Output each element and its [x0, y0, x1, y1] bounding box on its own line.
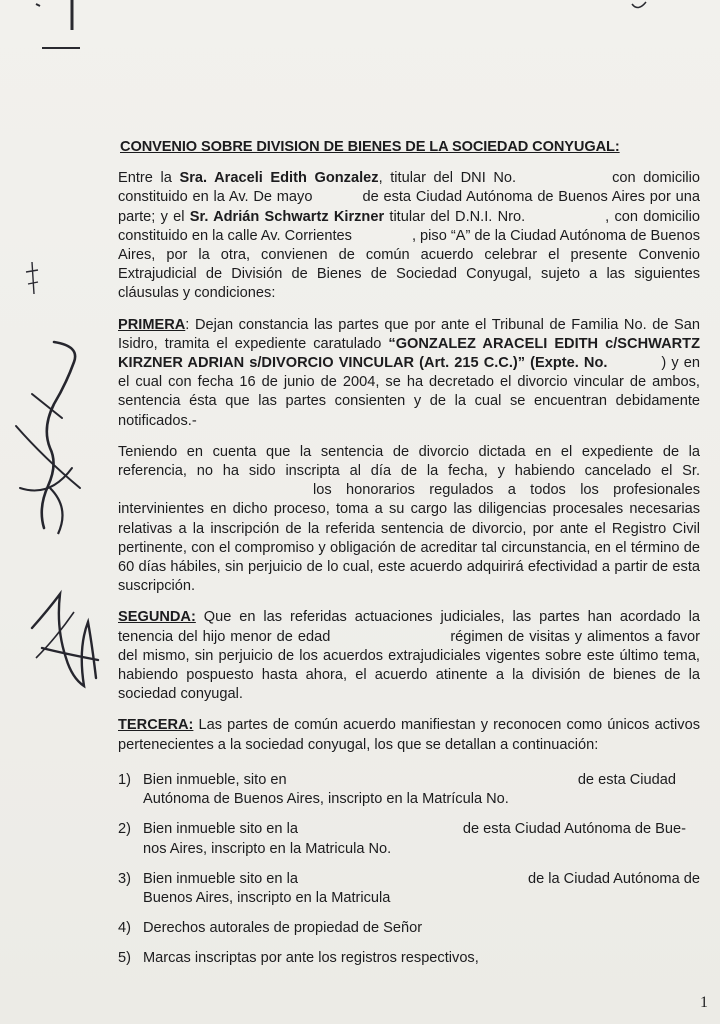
clause-segunda: SEGUNDA: Que en las referidas actuaciones judiciales, las partes han acordado la tenencia del hijo menor de edad régimen de visitas y alimentos a favor del mismo, sin perjuicio de los acuerdos extrajudiciales vigentes sobre este último tema, habiendo pospuesto hasta ahora, el acuerdo atinente a la división de bienes de la sociedad conyugal.	[118, 609, 700, 703]
clause-segunda-label: SEGUNDA:	[118, 609, 196, 626]
list-item: 2) de esta Ciudad Autónoma de Bue- Bien inmueble sito en la nos Aires, inscripto en la Matricula No.	[118, 821, 686, 857]
corner-mark-top-left	[28, 0, 88, 56]
clause-tercera-label: TERCERA:	[118, 717, 194, 734]
clause-tercera: TERCERA: Las partes de común acuerdo manifiestan y reconocen como únicos activos pertenecientes a la sociedad conyugal, los que se detallan a continuación:	[118, 717, 700, 753]
list-item: 4) Derechos autorales de propiedad de Señor	[118, 920, 423, 937]
party-2-name: Sr. Adrián Schwartz Kirzner	[189, 208, 385, 225]
assets-list	[118, 771, 700, 969]
list-item: 5) Marcas inscriptas por ante los registros respectivos,	[118, 950, 479, 967]
document-title: CONVENIO SOBRE DIVISION DE BIENES DE LA SOCIEDAD CONYUGAL:	[120, 139, 620, 155]
party-1-name: Sra. Araceli Edith Gonzalez	[179, 170, 379, 187]
margin-mark-small	[18, 258, 48, 298]
clause-primera: PRIMERA: Dejan constancia las partes que por ante el Tribunal de Familia No. de San Isidro, tramita el expediente caratulado “GONZALEZ ARACELI EDITH c/SCHWARTZ KIRZNER ADRIAN s/DIVORCIO VINCULAR (Art. 215 C.C.)” (Expte. No. ) y en el cual con fecha 16 de junio de 2004, se ha decretado el divorcio vincular de ambos, sentencia ésta que las partes consienten y de la cual se encuentran debidamente notificados.-	[118, 316, 701, 429]
corner-mark-top-right	[628, 0, 668, 14]
page-number: 1	[700, 994, 708, 1011]
signature-2	[26, 588, 106, 698]
agreement-body	[118, 138, 700, 980]
list-item: 1) de esta Ciudad Bien inmueble, sito en Autónoma de Buenos Aires, inscripto en la Matrícula No.	[118, 771, 676, 808]
case-caption: “GONZALEZ ARACELI EDITH c/SCHWARTZ KIRZNER ADRIAN s/DIVORCIO VINCULAR (Art. 215 C.C.)” (Expte. No.	[118, 335, 700, 372]
intro-paragraph: Entre la Sra. Araceli Edith Gonzalez, titular del DNI No. con domicilio constituido en la Av. De mayo de esta Ciudad Autónoma de Buenos Aires por una parte; y el Sr. Adrián Schwartz Kirzner titular del D.N.I. Nro. , con domicilio constituido en la calle Av. Corrientes , piso “A” de la Ciudad Autónoma de Buenos Aires, por la otra, convienen de común acuerdo celebrar el presente Convenio Extrajudicial de División de Bienes de Sociedad Conyugal, sujeto a las siguientes cláusulas y condiciones:	[118, 170, 701, 302]
paragraph-divorce-registration: Teniendo en cuenta que la sentencia de divorcio dictada en el expediente de la referencia, no ha sido inscripta al día de la fecha, y habiendo cancelado el Sr.los honorarios regulados a todos los profesionales intervinientes en dicho proceso, toma a su cargo las diligencias procesales necesarias relativas a la inscripción de la referida sentencia de divorcio, por ante el Registro Civil pertinente, con el compromiso y obligación de acreditar tal circunstancia, en el término de 60 días hábiles, sin perjuicio de lo cual, este acuerdo adquirirá efectividad a partir de esta suscripción.	[118, 443, 700, 595]
list-item: 3) de la Ciudad Autónoma de Bien inmueble sito en la Buenos Aires, inscripto en la Matricula	[118, 870, 700, 906]
signature-1	[10, 338, 100, 538]
clause-primera-label: PRIMERA	[118, 316, 186, 333]
